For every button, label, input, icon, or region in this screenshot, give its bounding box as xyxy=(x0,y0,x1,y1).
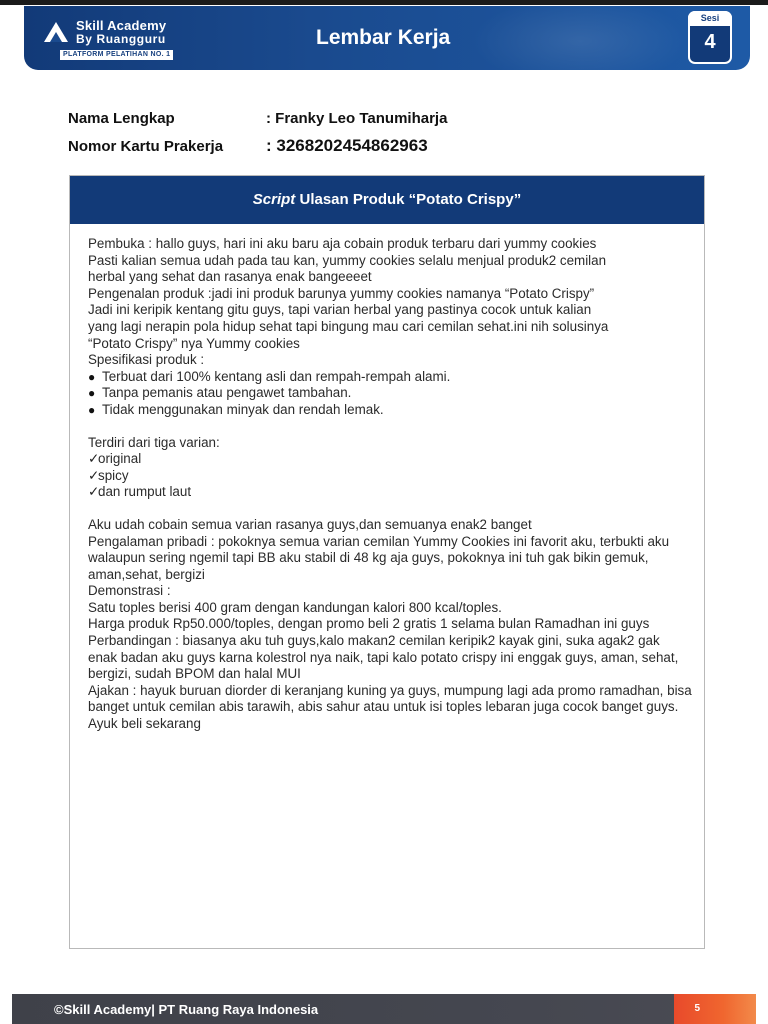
intro-line: Jadi ini keripik kentang gitu guys, tapi varian herbal yang pastinya cocok untuk kalian xyxy=(88,302,592,318)
variant-item: ✓ dan rumput laut xyxy=(88,484,692,501)
worksheet-title-rest: Ulasan Produk “Potato Crispy” xyxy=(295,191,522,208)
worksheet-title xyxy=(70,176,704,224)
logo-mark-icon xyxy=(42,20,70,46)
page-title: Lembar Kerja xyxy=(316,26,451,49)
intro-line: Spesifikasi produk : xyxy=(88,352,205,368)
footer-accent xyxy=(674,994,756,1024)
page-number: 5 xyxy=(694,1003,700,1014)
spec-item: ● Tidak menggunakan minyak dan rendah lemak. xyxy=(88,402,692,419)
intro-line: Pasti kalian semua udah pada tau kan, yummy cookies selalu menjual produk2 cemilan xyxy=(88,252,607,268)
intro-line: Pengenalan produk :jadi ini produk barunya yummy cookies namanya “Potato Crispy” xyxy=(88,285,595,301)
logo-tagline: PLATFORM PELATIHAN NO. 1 xyxy=(60,50,173,60)
header-banner xyxy=(24,6,750,70)
spacer xyxy=(88,501,692,517)
card-number-label: Nomor Kartu Prakerja xyxy=(68,138,224,155)
closing-line: Harga produk Rp50.000/toples, dengan promo beli 2 gratis 1 selama bulan Ramadhan ini guys xyxy=(88,616,650,632)
footer-copyright: ©Skill Academy| PT Ruang Raya Indonesia xyxy=(54,1002,319,1017)
logo-line1: Skill Academy xyxy=(76,18,167,33)
spec-item: ● Tanpa pemanis atau pengawet tambahan. xyxy=(88,385,692,402)
session-badge xyxy=(688,11,732,64)
top-rule xyxy=(0,0,768,5)
variants-intro: Terdiri dari tiga varian: xyxy=(88,434,220,450)
intro-line: herbal yang sehat dan rasanya enak bangeeeet xyxy=(88,269,372,285)
banner-decoration xyxy=(470,6,690,70)
session-number: 4 xyxy=(704,31,716,53)
closing-line: Ajakan : hayuk buruan diorder di keranjang kuning ya guys, mumpung lagi ada promo ramadhan, bisa banget untuk cemilan abis tarawih, abis sahur atau untuk isi toples lebaran juga cocok banget guys. Ayuk beli sekarang xyxy=(88,682,692,732)
worksheet-box xyxy=(69,175,705,949)
closing-line: Pengalaman pribadi : pokoknya semua varian cemilan Yummy Cookies ini favorit aku, terbukti aku walaupun sering ngemil tapi BB aku stabil di 48 kg aja guys, pokoknya ini tuh gak bikin gemuk, aman,sehat, bergizi xyxy=(88,533,670,582)
intro-line: “Potato Crispy” nya Yummy cookies xyxy=(88,335,300,351)
script-text xyxy=(88,236,692,733)
name-value: : Franky Leo Tanumiharja xyxy=(266,110,448,127)
name-field xyxy=(68,110,447,127)
variant-item: ✓ spicy xyxy=(88,468,692,485)
closing-line: Aku udah cobain semua varian rasanya guys,dan semuanya enak2 banget xyxy=(88,516,532,532)
card-number-value: : 3268202454862963 xyxy=(266,136,428,155)
spec-item: ● Terbuat dari 100% kentang asli dan rempah-rempah alami. xyxy=(88,369,692,386)
session-label: Sesi xyxy=(688,11,732,26)
closing-line: Demonstrasi : xyxy=(88,583,171,599)
logo-line2: By Ruangguru xyxy=(76,32,166,46)
intro-line: Pembuka : hallo guys, hari ini aku baru aja cobain produk terbaru dari yummy cookies xyxy=(88,236,597,251)
card-number-field xyxy=(68,136,428,156)
closing-line: Perbandingan : biasanya aku tuh guys,kalo makan2 cemilan keripik2 kayak gini, suka agak2 gak enak badan aku guys karna kolestrol nya naik, tapi kalo potato crispy ini enggak guys, aman, sehat, bergizi, sudah BPOM dan halal MUI xyxy=(88,633,679,682)
worksheet-title-italic: Script xyxy=(252,191,296,208)
intro-line: yang lagi nerapin pola hidup sehat tapi bingung mau cari cemilan sehat.ini nih solusinya xyxy=(88,318,609,334)
spacer xyxy=(88,419,692,435)
footer-bar xyxy=(12,994,756,1024)
variant-item: ✓ original xyxy=(88,451,692,468)
closing-line: Satu toples berisi 400 gram dengan kandungan kalori 800 kcal/toples. xyxy=(88,599,502,615)
skill-academy-logo xyxy=(42,14,212,62)
name-label: Nama Lengkap xyxy=(68,110,175,127)
